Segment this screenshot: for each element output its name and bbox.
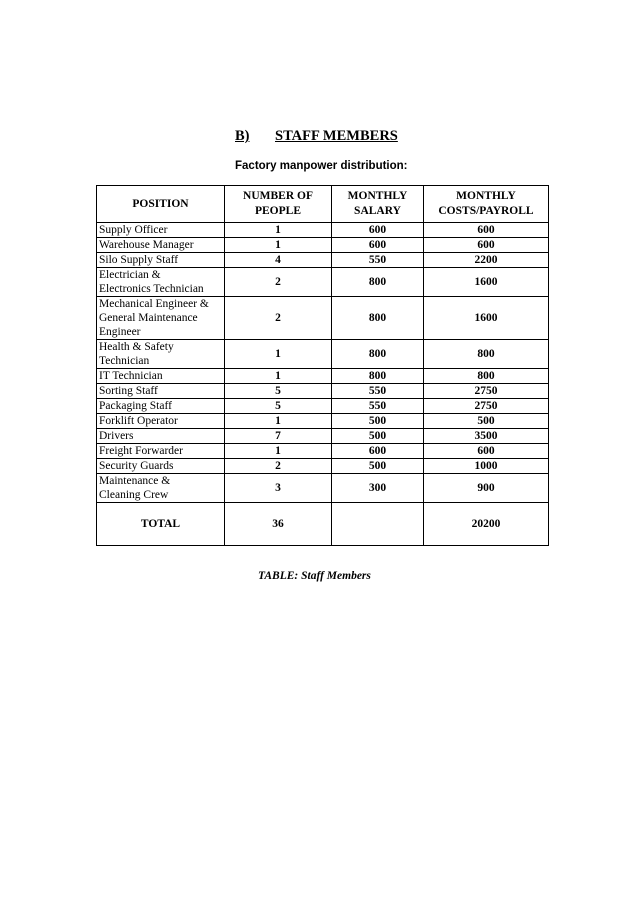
- cell-position: [97, 268, 225, 297]
- cell-costs: 800: [424, 369, 549, 384]
- cell-position-line: Security Guards: [99, 460, 174, 472]
- cell-people: 2: [225, 268, 332, 297]
- cell-costs: 2750: [424, 399, 549, 414]
- table-body: [97, 223, 549, 503]
- cell-position-line: Drivers: [99, 430, 134, 442]
- cell-salary: 600: [332, 238, 424, 253]
- cell-position-line: Electronics Technician: [99, 283, 204, 295]
- cell-position-line: General Maintenance: [99, 312, 198, 324]
- cell-costs: 600: [424, 223, 549, 238]
- cell-position: [97, 444, 225, 459]
- section-heading: [235, 128, 398, 145]
- table-header-row: [97, 186, 549, 223]
- header-number-of-people: [225, 186, 332, 223]
- cell-position: [97, 414, 225, 429]
- header-monthly-salary-line2: SALARY: [354, 205, 401, 217]
- header-monthly-salary: [332, 186, 424, 223]
- header-position: POSITION: [97, 186, 225, 223]
- table-caption: TABLE: Staff Members: [258, 570, 371, 582]
- cell-people: 1: [225, 223, 332, 238]
- cell-position: [97, 297, 225, 340]
- cell-position-line: Forklift Operator: [99, 415, 178, 427]
- cell-costs: 600: [424, 238, 549, 253]
- cell-position-line: Engineer: [99, 326, 141, 338]
- cell-position: [97, 459, 225, 474]
- cell-position: [97, 429, 225, 444]
- total-costs: 20200: [424, 503, 549, 546]
- cell-salary: 550: [332, 399, 424, 414]
- cell-salary: 600: [332, 444, 424, 459]
- table-row: [97, 253, 549, 268]
- cell-position-line: Health & Safety: [99, 341, 174, 353]
- cell-position: [97, 474, 225, 503]
- cell-position: [97, 223, 225, 238]
- cell-people: 5: [225, 384, 332, 399]
- cell-costs: 3500: [424, 429, 549, 444]
- total-people: 36: [225, 503, 332, 546]
- cell-salary: 800: [332, 297, 424, 340]
- table-row: [97, 459, 549, 474]
- table-row: [97, 297, 549, 340]
- cell-costs: 1000: [424, 459, 549, 474]
- table-total-row: [97, 503, 549, 546]
- cell-costs: 900: [424, 474, 549, 503]
- cell-people: 2: [225, 297, 332, 340]
- table-row: [97, 399, 549, 414]
- table-row: [97, 414, 549, 429]
- cell-people: 3: [225, 474, 332, 503]
- cell-people: 1: [225, 340, 332, 369]
- cell-salary: 800: [332, 340, 424, 369]
- table-row: [97, 223, 549, 238]
- cell-costs: 800: [424, 340, 549, 369]
- cell-salary: 600: [332, 223, 424, 238]
- cell-people: 7: [225, 429, 332, 444]
- table-row: [97, 429, 549, 444]
- cell-salary: 800: [332, 268, 424, 297]
- staff-table: [96, 185, 549, 546]
- section-title: STAFF MEMBERS: [275, 128, 398, 144]
- cell-position-line: Freight Forwarder: [99, 445, 183, 457]
- cell-position-line: Packaging Staff: [99, 400, 172, 412]
- header-monthly-costs-line2: COSTS/PAYROLL: [438, 205, 534, 217]
- section-number: B): [235, 128, 250, 144]
- cell-position-line: Supply Officer: [99, 224, 168, 236]
- table-row: [97, 474, 549, 503]
- table-row: [97, 238, 549, 253]
- cell-costs: 2750: [424, 384, 549, 399]
- table-row: [97, 384, 549, 399]
- cell-costs: 1600: [424, 268, 549, 297]
- table-row: [97, 444, 549, 459]
- cell-position: [97, 384, 225, 399]
- table-row: [97, 369, 549, 384]
- cell-salary: 500: [332, 414, 424, 429]
- cell-costs: 600: [424, 444, 549, 459]
- cell-salary: 550: [332, 384, 424, 399]
- cell-position-line: Maintenance &: [99, 475, 171, 487]
- cell-position-line: IT Technician: [99, 370, 163, 382]
- cell-position: [97, 369, 225, 384]
- cell-people: 1: [225, 444, 332, 459]
- header-number-of-people-line1: NUMBER OF: [243, 190, 313, 202]
- header-number-of-people-line2: PEOPLE: [254, 205, 301, 217]
- cell-position-line: Electrician &: [99, 269, 161, 281]
- table-row: [97, 268, 549, 297]
- total-label: TOTAL: [97, 503, 225, 546]
- header-monthly-costs-line1: MONTHLY: [456, 190, 516, 202]
- total-salary: [332, 503, 424, 546]
- cell-people: 1: [225, 238, 332, 253]
- cell-people: 1: [225, 414, 332, 429]
- cell-people: 2: [225, 459, 332, 474]
- cell-position: [97, 399, 225, 414]
- cell-position-line: Technician: [99, 355, 150, 367]
- cell-position: [97, 253, 225, 268]
- section-subtitle: Factory manpower distribution:: [235, 160, 408, 172]
- cell-salary: 500: [332, 429, 424, 444]
- cell-people: 4: [225, 253, 332, 268]
- cell-costs: 2200: [424, 253, 549, 268]
- cell-salary: 550: [332, 253, 424, 268]
- cell-people: 1: [225, 369, 332, 384]
- header-monthly-costs: [424, 186, 549, 223]
- cell-position: [97, 340, 225, 369]
- header-monthly-salary-line1: MONTHLY: [347, 190, 408, 202]
- cell-salary: 800: [332, 369, 424, 384]
- table-row: [97, 340, 549, 369]
- cell-salary: 300: [332, 474, 424, 503]
- cell-position-line: Warehouse Manager: [99, 239, 194, 251]
- cell-costs: 500: [424, 414, 549, 429]
- cell-costs: 1600: [424, 297, 549, 340]
- cell-position-line: Silo Supply Staff: [99, 254, 179, 266]
- cell-position-line: Sorting Staff: [99, 385, 158, 397]
- cell-position-line: Cleaning Crew: [99, 489, 169, 501]
- cell-salary: 500: [332, 459, 424, 474]
- cell-position: [97, 238, 225, 253]
- cell-position-line: Mechanical Engineer &: [99, 298, 209, 310]
- cell-people: 5: [225, 399, 332, 414]
